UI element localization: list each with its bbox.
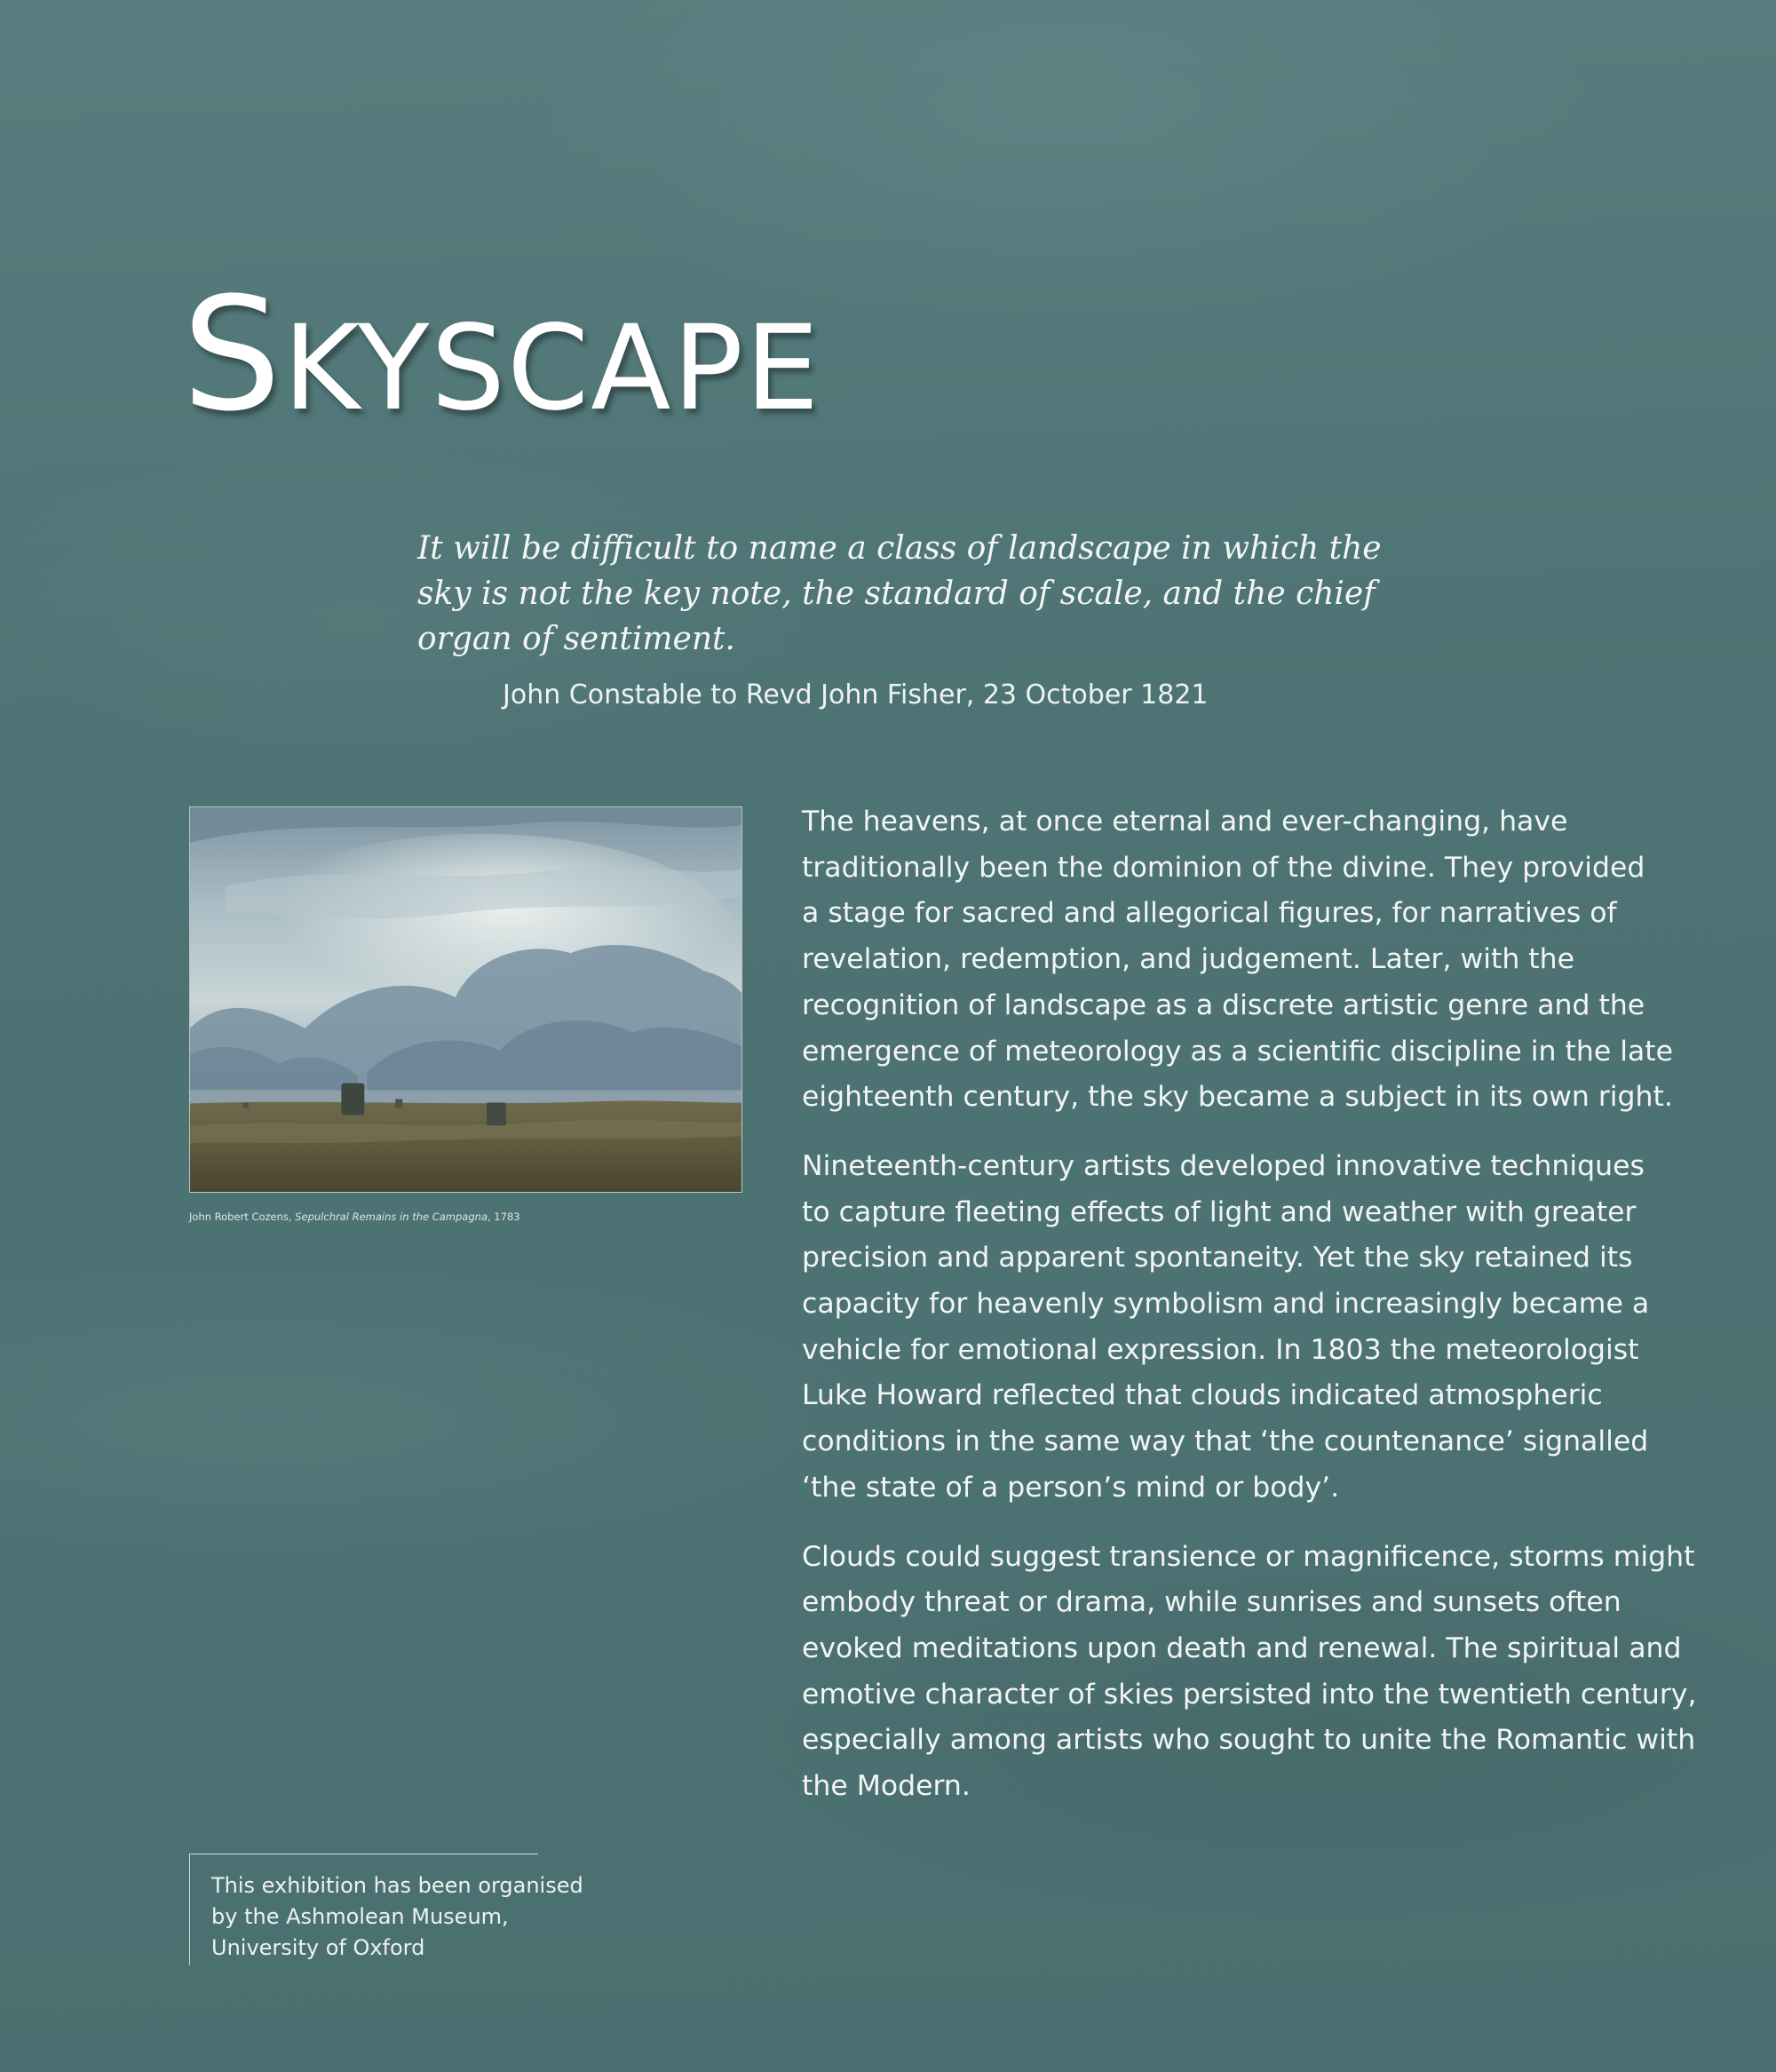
body-line: Luke Howard reflected that clouds indicated atmospheric: [802, 1379, 1603, 1412]
caption-year: , 1783: [488, 1211, 520, 1223]
caption-title: Sepulchral Remains in the Campagna: [295, 1211, 488, 1223]
body-line: revelation, redemption, and judgement. Later, with the: [802, 943, 1575, 976]
body-line: to capture fleeting effects of light and weather with greater: [802, 1195, 1637, 1228]
body-line: ‘the state of a person’s mind or body’.: [802, 1471, 1340, 1504]
body-paragraph: [802, 799, 1708, 1121]
quote-attribution: John Constable to Revd John Fisher, 23 October 1821: [503, 679, 1209, 711]
organiser-credit: [189, 1854, 583, 1965]
body-line: precision and apparent spontaneity. Yet the sky retained its: [802, 1242, 1633, 1274]
body-line: The heavens, at once eternal and ever-changing, have: [802, 806, 1568, 838]
body-line: conditions in the same way that ‘the countenance’ signalled: [802, 1425, 1649, 1458]
body-line: capacity for heavenly symbolism and increasingly became a: [802, 1288, 1650, 1321]
body-line: embody threat or drama, while sunrises and sunsets often: [802, 1586, 1621, 1619]
image-caption: [189, 1210, 520, 1224]
body-line: recognition of landscape as a discrete artistic genre and the: [802, 988, 1645, 1021]
credit-line: by the Ashmolean Museum,: [211, 1904, 509, 1929]
body-line: evoked meditations upon death and renewal. The spiritual and: [802, 1631, 1682, 1664]
body-line: emotive character of skies persisted into the twentieth century,: [802, 1678, 1697, 1711]
body-text: [802, 799, 1708, 1833]
quote-line: organ of sentiment.: [417, 621, 735, 657]
body-paragraph: [802, 1535, 1708, 1810]
body-line: vehicle for emotional expression. In 1803 the meteorologist: [802, 1333, 1639, 1366]
body-paragraph: [802, 1144, 1708, 1512]
title-rest: KYSCAPE: [282, 300, 821, 437]
body-line: traditionally been the dominion of the divine. They provided: [802, 851, 1645, 884]
body-line: eighteenth century, the sky became a subject in its own right.: [802, 1081, 1673, 1114]
quote-line: sky is not the key note, the standard of scale, and the chief: [417, 576, 1376, 612]
epigraph-quote: [417, 526, 1382, 662]
body-line: a stage for sacred and allegorical figures, for narratives of: [802, 897, 1617, 930]
caption-artist: John Robert Cozens,: [189, 1211, 296, 1223]
title-initial: S: [182, 264, 283, 446]
quote-line: It will be difficult to name a class of landscape in which the: [417, 530, 1382, 567]
body-line: Clouds could suggest transience or magnificence, storms might: [802, 1540, 1695, 1573]
body-line: the Modern.: [802, 1770, 971, 1803]
watercolour-landscape-image: [189, 806, 742, 1193]
body-line: emergence of meteorology as a scientific discipline in the late: [802, 1035, 1673, 1068]
page-title: [182, 266, 821, 457]
credit-line: University of Oxford: [211, 1935, 425, 1960]
credit-line: This exhibition has been organised: [211, 1873, 583, 1898]
body-line: especially among artists who sought to unite the Romantic with: [802, 1724, 1696, 1757]
body-line: Nineteenth-century artists developed innovative techniques: [802, 1149, 1645, 1182]
